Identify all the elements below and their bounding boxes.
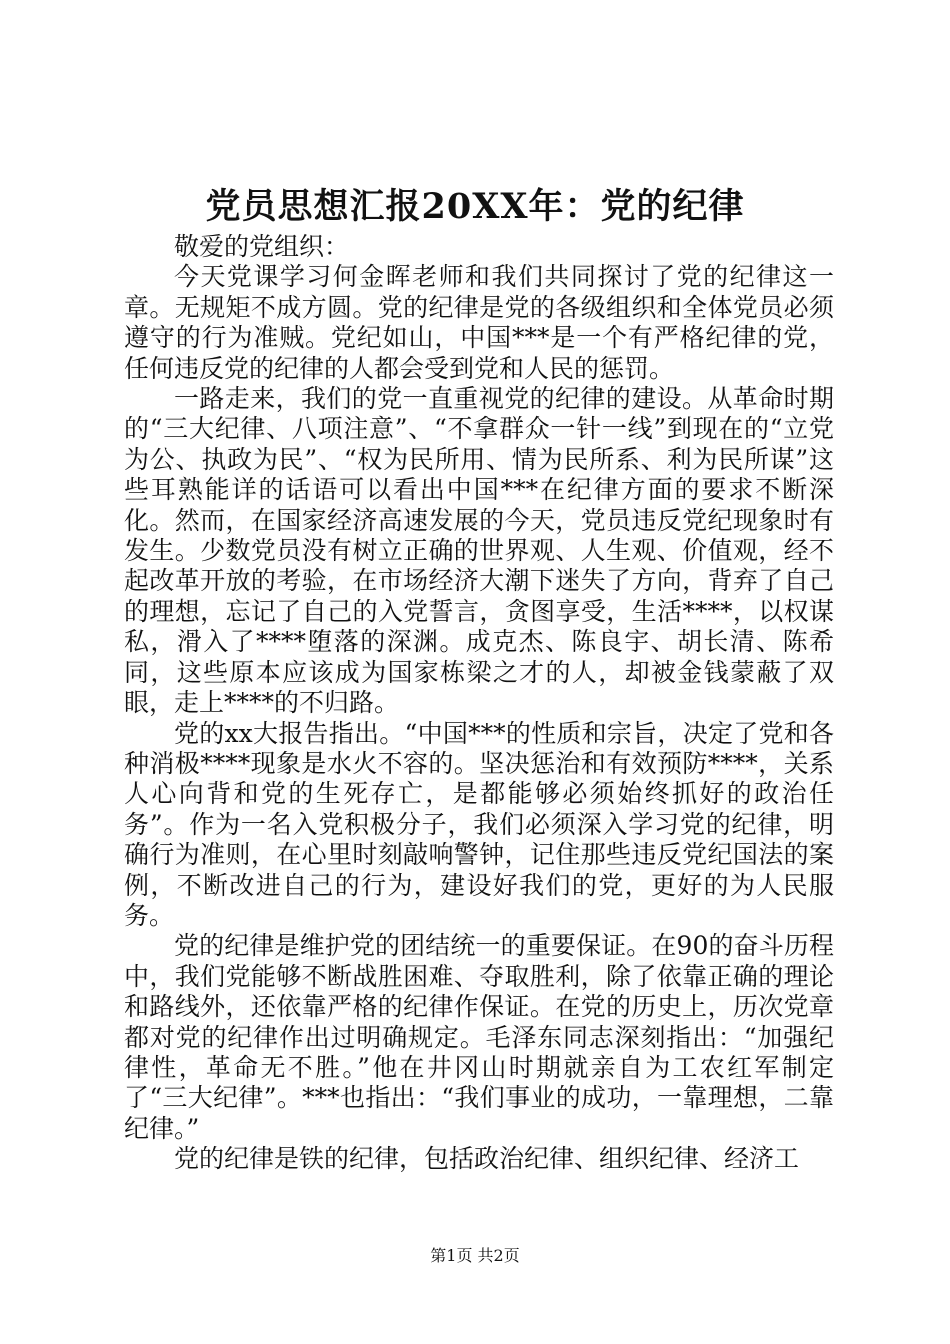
paragraph-1: 今天党课学习何金晖老师和我们共同探讨了党的纪律这一章。无规矩不成方圆。党的纪律是党的各级组织和全体党员必须遵守的行为准贼。党纪如山，中国***是一个有严格纪律的党，任何违反党的纪律的人都会受到党和人民的惩罚。: [124, 262, 834, 383]
paragraph-2: 一路走来，我们的党一直重视党的纪律的建设。从革命时期的“三大纪律、八项注意”、“不拿群众一针一线”到现在的“立党为公、执政为民”、“权为民所用、情为民所系、利为民所谋”这些耳熟能详的话语可以看出中国***在纪律方面的要求不断深化。然而，在国家经济高速发展的今天，党员违反党纪现象时有发生。少数党员没有树立正确的世界观、人生观、价值观，经不起改革开放的考验，在市场经济大潮下迷失了方向，背弃了自己的理想，忘记了自己的入党誓言，贪图享受，生活****，以权谋私，滑入了****堕落的深渊。成克杰、陈良宇、胡长清、陈希同，这些原本应该成为国家栋梁之才的人，却被金钱蒙蔽了双眼，走上****的不归路。: [124, 384, 834, 718]
document-title: 党员思想汇报20XX年：党的纪律: [205, 186, 745, 227]
page-footer: [0, 1245, 950, 1267]
paragraph-4: 党的纪律是维护党的团结统一的重要保证。在90的奋斗历程中，我们党能够不断战胜困难、夺取胜利，除了依靠正确的理论和路线外，还依靠严格的纪律作保证。在党的历史上，历次党章都对党的纪律作出过明确规定。毛泽东同志深刻指出：“加强纪律性，革命无不胜。”他在井冈山时期就亲自为工农红军制定了“三大纪律”。***也指出：“我们事业的成功，一靠理想，二靠纪律。”: [124, 931, 834, 1143]
document-body: [124, 232, 834, 1175]
salutation: 敬爱的党组织：: [174, 232, 350, 261]
paragraph-3: 党的xx大报告指出。“中国***的性质和宗旨，决定了党和各种消极****现象是水火不容的。坚决惩治和有效预防****，关系人心向背和党的生死存亡，是都能够必须始终抓好的政治任务”。作为一名入党积极分子，我们必须深入学习党的纪律，明确行为准则，在心里时刻敲响警钟，记住那些违反党纪国法的案例，不断改进自己的行为，建设好我们的党，更好的为人民服务。: [124, 718, 834, 930]
page-number: 第1页 共2页: [430, 1246, 520, 1265]
paragraph-5: 党的纪律是铁的纪律，包括政治纪律、组织纪律、经济工: [174, 1144, 800, 1174]
